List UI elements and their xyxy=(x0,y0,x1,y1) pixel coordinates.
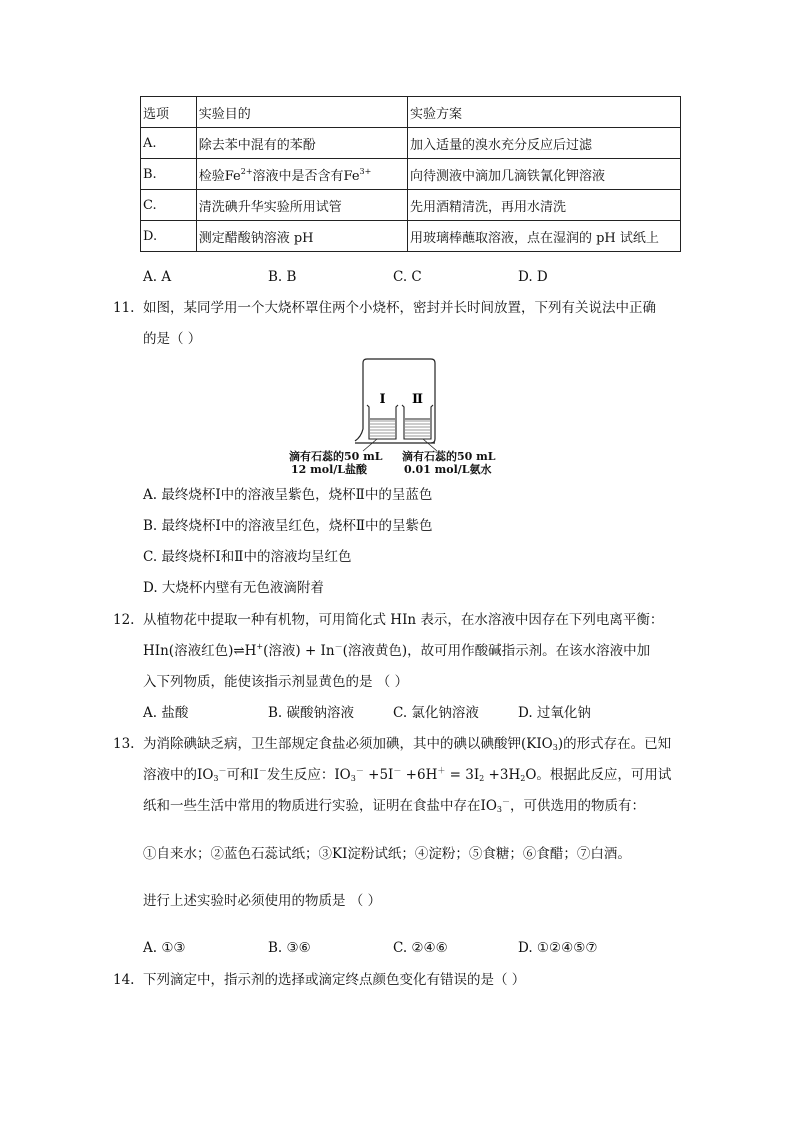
caption-line: 12 mol/L盐酸 xyxy=(291,463,368,476)
table-cell-option: D. xyxy=(141,221,197,252)
question-text: 如图，某同学用一个大烧杯罩住两个小烧杯，密封并长时间放置，下列有关说法中正确 xyxy=(143,300,656,316)
question-text: 的是（ ） xyxy=(143,331,202,347)
text-run: +6H xyxy=(401,767,438,783)
choice-b[interactable]: B. 碳酸钠溶液 xyxy=(268,705,355,721)
subscript: 3 xyxy=(496,805,502,814)
question-text xyxy=(143,642,650,660)
question-text: 下列滴定中，指示剂的选择或滴定终点颜色变化有错误的是（ ） xyxy=(143,972,526,988)
purpose-text: 检验Fe xyxy=(198,168,241,184)
choice-c[interactable]: C. 氯化钠溶液 xyxy=(393,705,479,721)
question-text xyxy=(143,797,645,815)
beaker-1-label: Ⅰ xyxy=(379,392,386,407)
text-run: 可和I xyxy=(226,767,259,783)
table-cell-purpose: 清洗碘升华实验所用试管 xyxy=(196,190,407,221)
choice-a[interactable]: A. 盐酸 xyxy=(143,705,189,721)
question-number: 11. xyxy=(113,300,135,316)
choice-d[interactable]: D. 过氧化钠 xyxy=(518,705,591,721)
superscript: － xyxy=(393,766,402,775)
choice-b[interactable]: B. ③⑥ xyxy=(268,940,311,956)
caption-line: 0.01 mol/L氨水 xyxy=(404,463,492,476)
option-d[interactable]: D. 大烧杯内壁有无色液滴附着 xyxy=(143,580,324,596)
text-run: 溶液中的IO xyxy=(143,767,214,783)
table-row xyxy=(141,159,681,190)
table-row xyxy=(141,190,681,221)
caption-line: 滴有石蕊的50 mL xyxy=(289,450,383,463)
text-run: 为消除碘缺乏病，卫生部规定食盐必须加碘，其中的碘以碘酸钾(KIO xyxy=(143,736,553,752)
subscript: 2 xyxy=(520,774,526,783)
table-cell-plan: 向待测液中滴加几滴铁氰化钾溶液 xyxy=(407,159,680,190)
table-cell-purpose: 除去苯中混有的苯酚 xyxy=(196,128,407,159)
table-cell-purpose: 测定醋酸钠溶液 pH xyxy=(196,221,407,252)
text-run: (溶液黄色)，故可用作酸碱指示剂。在该水溶液中加 xyxy=(342,643,651,659)
table-header-cell: 选项 xyxy=(141,97,197,128)
table-cell-option: A. xyxy=(141,128,197,159)
q13-choices xyxy=(143,939,597,957)
text-run: +5I xyxy=(363,767,394,783)
option-a[interactable]: A. 最终烧杯Ⅰ中的溶液呈紫色，烧杯Ⅱ中的呈蓝色 xyxy=(143,487,433,503)
question-text: ①自来水；②蓝色石蕊试纸；③KI淀粉试纸；④淀粉；⑤食糖；⑥食醋；⑦白酒。 xyxy=(143,846,631,862)
text-run: O。根据此反应，可用试 xyxy=(525,767,672,783)
text-run: HIn(溶液红色)⇌H xyxy=(143,643,257,659)
table-row xyxy=(141,221,681,252)
text-run: = 3I xyxy=(445,767,480,783)
table-cell-plan: 用玻璃棒蘸取溶液，点在湿润的 pH 试纸上 xyxy=(407,221,680,252)
q12-choices xyxy=(143,704,591,722)
choice-b[interactable]: B. B xyxy=(268,269,297,285)
text-run: (溶液) + In xyxy=(263,643,335,659)
table-row xyxy=(141,128,681,159)
text-run: 发生反应：IO xyxy=(266,767,351,783)
superscript: － xyxy=(334,642,343,651)
table-header-cell: 实验方案 xyxy=(407,97,680,128)
experiment-table xyxy=(140,96,681,252)
beaker-2-caption xyxy=(402,450,496,476)
question-text: 从植物花中提取一种有机物，可用简化式 HIn 表示，在水溶液中因存在下列电离平衡： xyxy=(143,612,664,628)
superscript: － xyxy=(355,766,364,775)
question-text: 入下列物质，能使该指示剂显黄色的是 （ ） xyxy=(143,674,409,690)
q10-choices xyxy=(143,268,548,286)
question-text: 进行上述实验时必须使用的物质是 （ ） xyxy=(143,893,382,909)
beaker-2-label: Ⅱ xyxy=(412,392,423,407)
superscript: － xyxy=(218,766,227,775)
choice-a[interactable]: A. ①③ xyxy=(143,940,186,956)
question-number: 13. xyxy=(113,736,135,752)
text-run: 纸和一些生活中常用的物质进行实验，证明在食盐中存在IO xyxy=(143,798,497,814)
option-b[interactable]: B. 最终烧杯Ⅰ中的溶液呈红色，烧杯Ⅱ中的呈紫色 xyxy=(143,518,433,534)
superscript: 3+ xyxy=(359,166,372,176)
question-text xyxy=(143,735,671,753)
text-run: )的形式存在。已知 xyxy=(557,736,672,752)
table-cell-plan: 加入适量的溴水充分反应后过滤 xyxy=(407,128,680,159)
table-cell-purpose xyxy=(196,159,407,190)
choice-d[interactable]: D. D xyxy=(518,269,548,285)
beaker-1-caption xyxy=(289,450,383,476)
subscript: 3 xyxy=(213,774,219,783)
superscript: ＋ xyxy=(437,766,446,775)
purpose-text: 溶液中是否含有Fe xyxy=(252,168,360,184)
superscript: － xyxy=(258,766,267,775)
superscript: 2+ xyxy=(240,166,253,176)
choice-c[interactable]: C. C xyxy=(393,269,422,285)
subscript: 3 xyxy=(552,743,558,752)
question-number: 14. xyxy=(113,972,135,988)
subscript: 2 xyxy=(479,774,485,783)
table-cell-plan: 先用酒精清洗，再用水清洗 xyxy=(407,190,680,221)
question-number: 12. xyxy=(113,612,135,628)
text-run: ，可供选用的物质有： xyxy=(510,798,645,814)
text-run: +3H xyxy=(484,767,521,783)
beaker-figure xyxy=(285,355,515,477)
choice-a[interactable]: A. A xyxy=(143,269,172,285)
choice-c[interactable]: C. ②④⑥ xyxy=(393,940,448,956)
choice-d[interactable]: D. ①②④⑤⑦ xyxy=(518,940,598,956)
caption-line: 滴有石蕊的50 mL xyxy=(402,450,496,463)
superscript: + xyxy=(256,642,264,651)
table-header-cell: 实验目的 xyxy=(196,97,407,128)
superscript: － xyxy=(502,797,510,806)
question-text xyxy=(143,766,671,784)
table-cell-option: C. xyxy=(141,190,197,221)
table-cell-option: B. xyxy=(141,159,197,190)
subscript: 3 xyxy=(350,774,356,783)
table-header-row xyxy=(141,97,681,128)
option-c[interactable]: C. 最终烧杯Ⅰ和Ⅱ中的溶液均呈红色 xyxy=(143,549,352,565)
